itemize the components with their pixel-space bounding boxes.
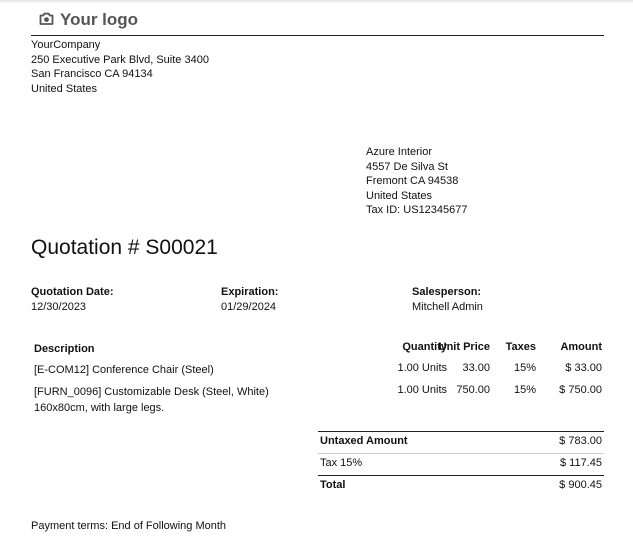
line-description bbox=[34, 362, 334, 378]
header-taxes: Taxes bbox=[505, 341, 536, 353]
customer-name: Azure Interior bbox=[366, 146, 433, 158]
line-amount: $ 33.00 bbox=[565, 362, 602, 374]
company-street: 250 Executive Park Blvd, Suite 3400 bbox=[31, 53, 209, 66]
line-description-text: [E-COM12] Conference Chair (Steel) bbox=[34, 364, 214, 376]
line-description bbox=[34, 384, 334, 416]
tax-label: Tax 15% bbox=[320, 457, 363, 469]
logo-text: Your logo bbox=[60, 10, 139, 29]
total-value: $ 900.45 bbox=[559, 479, 602, 491]
camera-icon bbox=[39, 12, 54, 28]
tax-row bbox=[318, 453, 604, 475]
expiration-block bbox=[221, 285, 278, 315]
company-name: YourCompany bbox=[31, 39, 101, 51]
customer-address bbox=[366, 145, 468, 218]
header-amount: Amount bbox=[560, 341, 602, 353]
untaxed-label: Untaxed Amount bbox=[320, 435, 408, 447]
company-city: San Francisco CA 94134 bbox=[31, 68, 153, 80]
line-quantity: 1.00 Units bbox=[397, 362, 447, 374]
line-taxes: 15% bbox=[513, 362, 536, 374]
untaxed-row bbox=[318, 431, 604, 453]
header-divider bbox=[31, 35, 604, 36]
quotation-date-value: 12/30/2023 bbox=[31, 301, 87, 313]
customer-country: United States bbox=[366, 189, 433, 202]
expiration-value: 01/29/2024 bbox=[221, 301, 277, 313]
header-unit-price: Unit Price bbox=[438, 341, 490, 353]
company-address bbox=[31, 38, 209, 96]
tax-value: $ 117.45 bbox=[559, 457, 602, 469]
line-quantity: 1.00 Units bbox=[397, 384, 447, 396]
header-quantity: Quantity bbox=[402, 341, 447, 353]
total-row bbox=[318, 475, 604, 497]
salesperson-value: Mitchell Admin bbox=[412, 301, 483, 313]
line-unit-price: 750.00 bbox=[456, 384, 490, 396]
customer-tax-id: Tax ID: US12345677 bbox=[366, 204, 468, 216]
document-title: Quotation # S00021 bbox=[31, 236, 218, 259]
expiration-label: Expiration: bbox=[221, 286, 279, 298]
line-description-detail: 160x80cm, with large legs. bbox=[34, 402, 165, 414]
customer-street: 4557 De Silva St bbox=[366, 160, 448, 173]
line-taxes: 15% bbox=[513, 384, 536, 396]
salesperson-label: Salesperson: bbox=[412, 286, 482, 298]
header-description: Description bbox=[34, 343, 95, 355]
line-description-text: [FURN_0096] Customizable Desk (Steel, White) bbox=[34, 386, 269, 398]
untaxed-value: $ 783.00 bbox=[559, 435, 602, 447]
company-country: United States bbox=[31, 82, 98, 95]
salesperson-block bbox=[412, 285, 483, 315]
customer-city: Fremont CA 94538 bbox=[366, 175, 459, 187]
total-label: Total bbox=[320, 479, 346, 491]
quotation-date-label: Quotation Date: bbox=[31, 286, 114, 298]
page-top-shadow bbox=[0, 0, 633, 4]
company-logo bbox=[39, 9, 138, 31]
line-unit-price: 33.00 bbox=[462, 362, 490, 374]
line-amount: $ 750.00 bbox=[559, 384, 602, 396]
payment-terms: Payment terms: End of Following Month bbox=[31, 520, 227, 532]
quotation-date-block bbox=[31, 285, 114, 315]
